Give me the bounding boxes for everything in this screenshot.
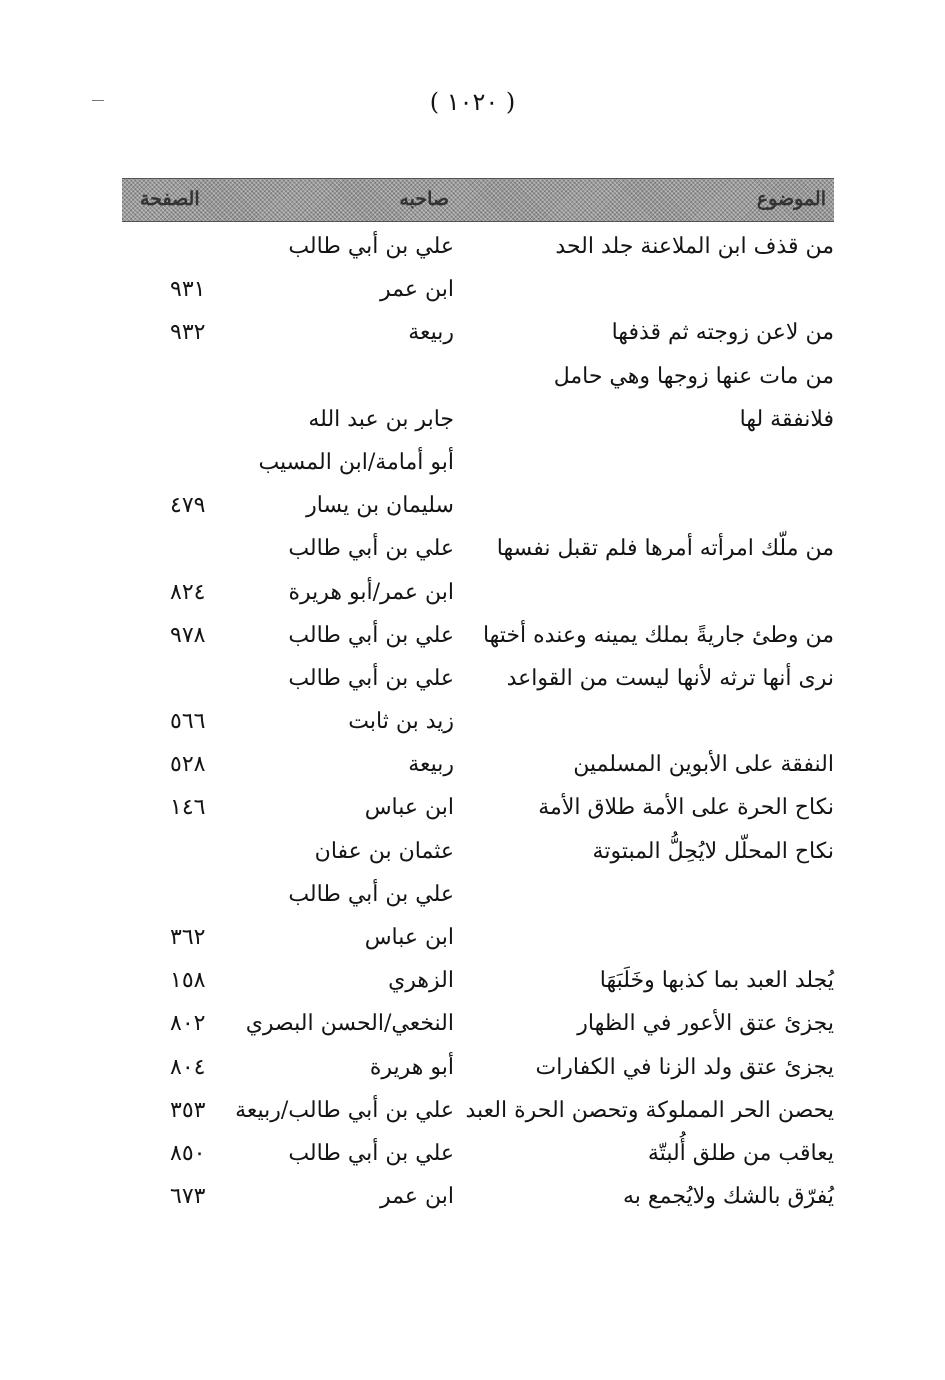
row-topic: فلانفقة لها bbox=[739, 406, 834, 432]
table-row bbox=[122, 1092, 834, 1135]
table-row bbox=[122, 876, 834, 919]
header-companion: صاحبه bbox=[399, 188, 449, 210]
row-page-number: ٥٢٨ bbox=[170, 752, 206, 778]
row-companion: الزهري bbox=[388, 968, 454, 994]
table-row bbox=[122, 962, 834, 1005]
row-topic: يحصن الحر المملوكة وتحصن الحرة العبد bbox=[465, 1097, 834, 1123]
row-companion: ربيعة bbox=[408, 320, 454, 346]
row-page-number: ١٤٦ bbox=[170, 795, 206, 821]
table-row bbox=[122, 228, 834, 271]
table-row bbox=[122, 314, 834, 357]
row-companion: علي بن أبي طالب bbox=[288, 1140, 454, 1166]
table-row bbox=[122, 1135, 834, 1178]
row-topic: من مات عنها زوجها وهي حامل bbox=[553, 363, 834, 389]
row-topic: يُفرّق بالشك ولايُجمع به bbox=[623, 1184, 834, 1210]
row-topic: من وطئ جاريةً بملك يمينه وعنده أختها bbox=[482, 622, 834, 648]
table-row bbox=[122, 1178, 834, 1221]
row-companion: علي بن أبي طالب bbox=[288, 234, 454, 259]
row-page-number: ٩٣٢ bbox=[170, 320, 206, 346]
row-companion: ابن عمر bbox=[380, 277, 454, 303]
header-topic: الموضوع bbox=[756, 188, 826, 210]
row-companion: النخعي/الحسن البصري bbox=[245, 1011, 454, 1037]
row-companion: ابن عمر bbox=[380, 1184, 454, 1210]
table-row bbox=[122, 444, 834, 487]
row-companion: أبو أمامة/ابن المسيب bbox=[258, 449, 454, 475]
row-companion: سليمان بن يسار bbox=[306, 493, 454, 519]
row-page-number: ٣٦٢ bbox=[170, 925, 206, 950]
table-header bbox=[122, 178, 834, 222]
row-topic: من قذف ابن الملاعنة جلد الحد bbox=[555, 234, 834, 259]
row-page-number: ٨٢٤ bbox=[170, 579, 206, 605]
row-topic: النفقة على الأبوين المسلمين bbox=[573, 752, 834, 778]
row-topic: يجزئ عتق الأعور في الظهار bbox=[577, 1011, 834, 1037]
index-table bbox=[122, 228, 834, 1221]
table-row bbox=[122, 617, 834, 660]
row-page-number: ٩٧٨ bbox=[170, 622, 206, 648]
row-topic: نرى أنها ترثه لأنها ليست من القواعد bbox=[506, 665, 834, 691]
row-page-number: ٦٧٣ bbox=[170, 1184, 206, 1210]
page-number: ( ١٠٢٠ ) bbox=[429, 88, 516, 116]
row-companion: أبو هريرة bbox=[369, 1054, 454, 1080]
table-row bbox=[122, 919, 834, 962]
row-companion: علي بن أبي طالب bbox=[288, 881, 454, 907]
row-topic: نكاح الحرة على الأمة طلاق الأمة bbox=[538, 795, 834, 821]
row-companion: ابن عباس bbox=[364, 925, 454, 950]
row-page-number: ٣٥٣ bbox=[170, 1097, 206, 1123]
header-page: الصفحة bbox=[140, 188, 200, 210]
row-page-number: ١٥٨ bbox=[170, 968, 206, 994]
row-topic: نكاح المحلّل لايُحِلُّ المبتوتة bbox=[592, 838, 834, 864]
row-companion: زيد بن ثابت bbox=[348, 709, 454, 735]
table-row bbox=[122, 746, 834, 789]
table-row bbox=[122, 530, 834, 573]
table-row bbox=[122, 1005, 834, 1048]
row-topic: من ملّك امرأته أمرها فلم تقبل نفسها bbox=[496, 536, 834, 562]
row-page-number: ٩٣١ bbox=[170, 277, 206, 303]
row-companion: ابن عمر/أبو هريرة bbox=[288, 579, 454, 605]
row-topic: يجزئ عتق ولد الزنا في الكفارات bbox=[535, 1054, 834, 1080]
row-companion: جابر بن عبد الله bbox=[308, 406, 454, 432]
table-row bbox=[122, 271, 834, 314]
table-row bbox=[122, 833, 834, 876]
row-companion: علي بن أبي طالب bbox=[288, 665, 454, 691]
row-companion: ربيعة bbox=[408, 752, 454, 778]
table-row bbox=[122, 789, 834, 832]
row-page-number: ٨٠٢ bbox=[170, 1011, 206, 1037]
table-row bbox=[122, 660, 834, 703]
row-topic: يعاقب من طلق أُلبتّة bbox=[647, 1140, 834, 1166]
row-companion: علي بن أبي طالب bbox=[288, 622, 454, 648]
row-page-number: ٨٠٤ bbox=[170, 1054, 206, 1080]
row-companion: ابن عباس bbox=[364, 795, 454, 821]
table-row bbox=[122, 1049, 834, 1092]
table-row bbox=[122, 487, 834, 530]
row-companion: عثمان بن عفان bbox=[314, 838, 454, 864]
row-companion: علي بن أبي طالب/ربيعة bbox=[235, 1097, 454, 1123]
table-row bbox=[122, 574, 834, 617]
table-row bbox=[122, 358, 834, 401]
row-topic: من لاعن زوجته ثم قذفها bbox=[611, 320, 834, 346]
table-row bbox=[122, 703, 834, 746]
row-topic: يُجلد العبد بما كذبها وخَلَبَهَا bbox=[599, 968, 834, 994]
row-page-number: ٤٧٩ bbox=[170, 493, 206, 519]
table-row bbox=[122, 401, 834, 444]
row-page-number: ٨٥٠ bbox=[170, 1140, 206, 1166]
row-page-number: ٥٦٦ bbox=[170, 709, 206, 735]
row-companion: علي بن أبي طالب bbox=[288, 536, 454, 562]
